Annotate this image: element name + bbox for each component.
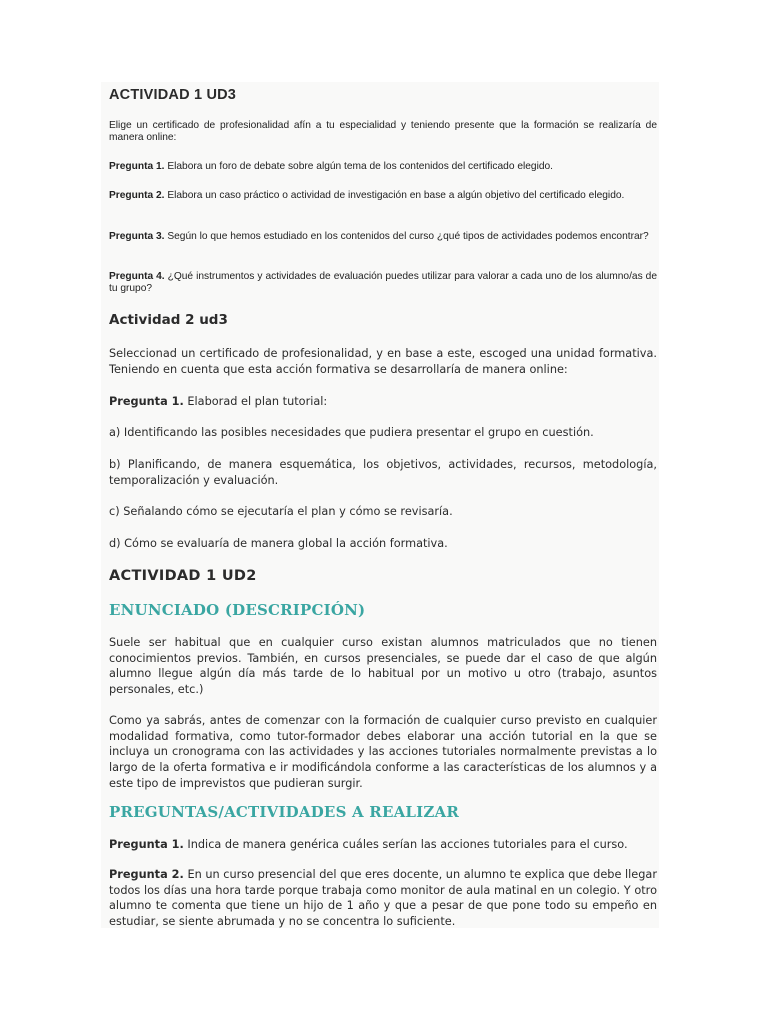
section-title: ACTIVIDAD 1 UD3 xyxy=(109,87,237,103)
question-text: Según lo que hemos estudiado en los contenidos del curso ¿qué tipos de actividades podemos encontrar? xyxy=(164,231,649,242)
question-2 xyxy=(109,190,657,202)
question-4 xyxy=(109,271,657,294)
section2-intro: Seleccionad un certificado de profesionalidad, y en base a este, escoged una unidad formativa. Teniendo en cuenta que esta acción formativa se desarrollaría de manera online: xyxy=(109,347,657,376)
question-text: ¿Qué instrumentos y actividades de evaluación puedes utilizar para valorar a cada uno de los alumno/as de tu grupo? xyxy=(109,271,657,294)
question-label: Pregunta 1. xyxy=(109,395,184,408)
question-label: Pregunta 2. xyxy=(109,868,184,881)
question-text: Indica de manera genérica cuáles serían las acciones tutoriales para el curso. xyxy=(183,838,628,851)
list-item-b: b) Planificando, de manera esquemática, los objetivos, actividades, recursos, metodología, temporalización y evaluación. xyxy=(109,458,657,487)
question-text: Elabora un foro de debate sobre algún tema de los contenidos del certificado elegido. xyxy=(164,161,554,172)
section-title-actividad-2: Actividad 2 ud3 xyxy=(109,312,228,328)
enunciado-paragraph-1: Suele ser habitual que en cualquier curso existan alumnos matriculados que no tienen conocimientos previos. También, en cursos presenciales, se puede dar el caso de que algún alumno llegue algún día más tarde de lo habitual por un motivo u otro (trabajo, asuntos personales, etc.) xyxy=(109,636,657,697)
question-3 xyxy=(109,231,657,243)
list-item-d: d) Cómo se evaluaría de manera global la acción formativa. xyxy=(109,537,448,550)
question-label: Pregunta 2. xyxy=(109,190,165,201)
question-label: Pregunta 4. xyxy=(109,271,165,282)
question-label: Pregunta 3. xyxy=(109,231,165,242)
question-text: En un curso presencial del que eres docente, un alumno te explica que debe llegar todos los días una hora tarde porque trabaja como monitor de aula matinal en un colegio. Y otro alumno te comenta que tiene un hijo de 1 año y que a pesar de que pone todo su empeño en estudiar, se siente abrumada y no se concentra lo suficiente. xyxy=(109,868,657,929)
question-1 xyxy=(109,161,657,173)
section-title-actividad-1-ud2: ACTIVIDAD 1 UD2 xyxy=(109,568,257,584)
question-label: Pregunta 1. xyxy=(109,161,165,172)
section3-question-2 xyxy=(109,867,657,930)
question-label: Pregunta 1. xyxy=(109,838,184,851)
list-item-a: a) Identificando las posibles necesidades que pudiera presentar el grupo en cuestión. xyxy=(109,426,594,439)
list-item-c: c) Señalando cómo se ejecutaría el plan y cómo se revisaría. xyxy=(109,505,453,518)
question-text: Elabora un caso práctico o actividad de investigación en base a algún objetivo del certificado elegido. xyxy=(164,190,625,201)
enunciado-heading: ENUNCIADO (DESCRIPCIÓN) xyxy=(109,601,366,619)
section2-question-1 xyxy=(109,394,657,410)
intro-text: Elige un certificado de profesionalidad afín a tu especialidad y teniendo presente que la formación se realizaría de manera online: xyxy=(109,120,657,143)
section3-question-1 xyxy=(109,837,657,853)
preguntas-heading: PREGUNTAS/ACTIVIDADES A REALIZAR xyxy=(109,803,460,821)
question-text: Elaborad el plan tutorial: xyxy=(183,395,328,408)
enunciado-paragraph-2: Como ya sabrás, antes de comenzar con la formación de cualquier curso previsto en cualquier modalidad formativa, como tutor-formador debes elaborar una acción tutorial en la que se incluya un cronograma con las actividades y las acciones tutoriales normalmente previstas a lo largo de la oferta formativa e ir modificándola conforme a las características de los alumnos y a este tipo de imprevistos que pudieran surgir. xyxy=(109,714,657,790)
